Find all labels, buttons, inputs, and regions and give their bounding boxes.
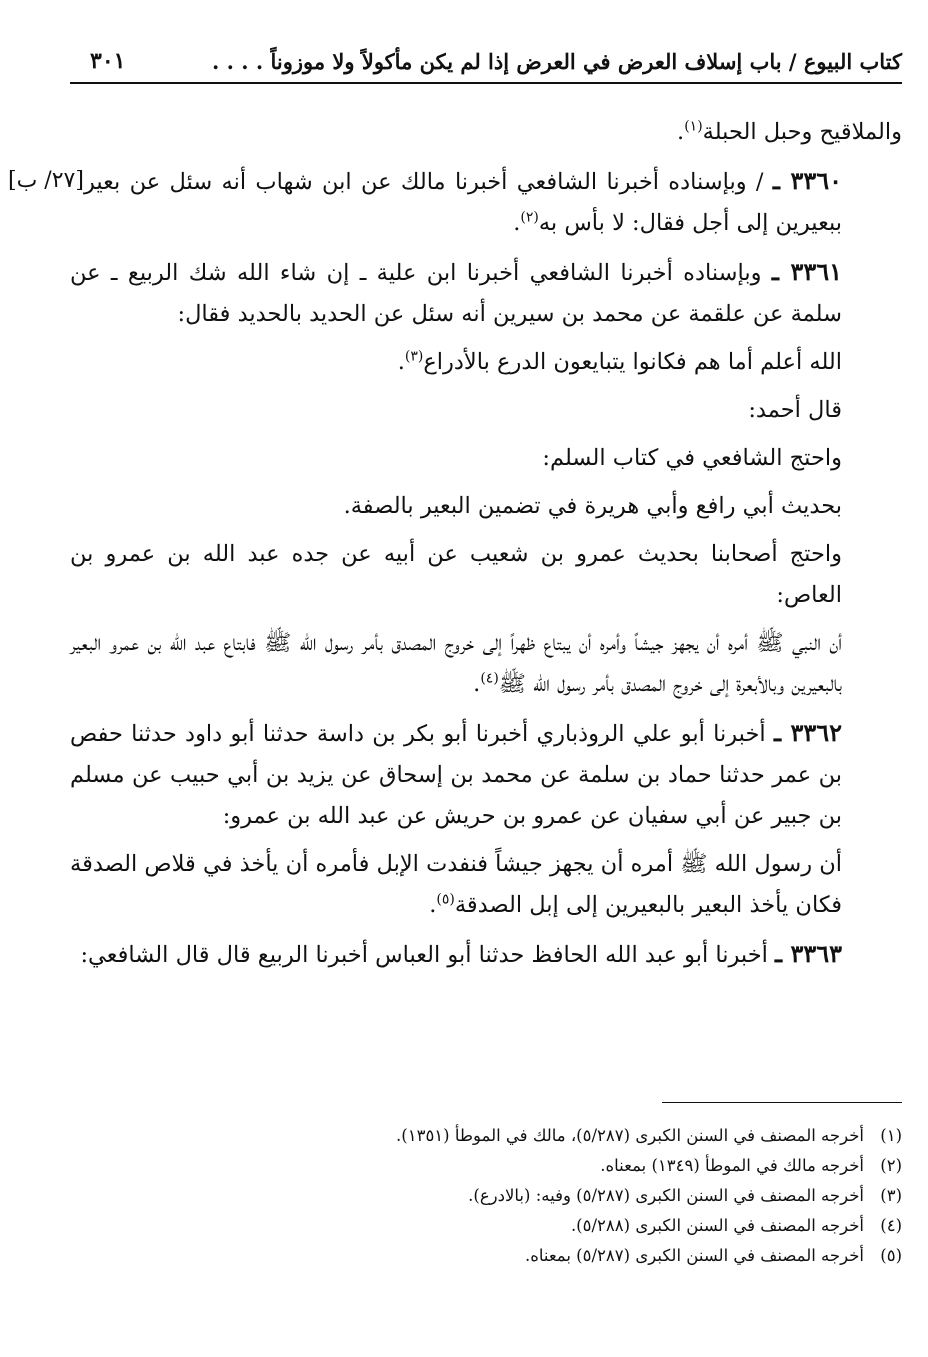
page-header (70, 40, 902, 84)
paragraph-11: أن رسول الله ﷺ أمره أن يجهز جيشاً فنفدت الإبل فأمره أن يأخذ في قلاص الصدقة فكان يأخذ البعير بالبعيرين إلى إبل الصدقة$^{(٥)}$. (70, 851, 842, 918)
footnote-ref-1[interactable]: (١) (684, 118, 703, 135)
paragraph-6: واحتج الشافعي في كتاب السلم: (542, 445, 842, 471)
footnote-ref-2[interactable]: (٢) (520, 209, 539, 226)
paragraph-5: قال أحمد: (748, 397, 842, 423)
footnote-divider (662, 1102, 902, 1103)
paragraph-4: الله أعلم أما هم فكانوا يتبايعون الدرع بالأدراع$^{(٣)}$. (397, 348, 842, 375)
hadith-3361: ٣٣٦١ ـ وبإسناده أخبرنا الشافعي أخبرنا ابن علية ـ إن شاء الله شك الربيع ـ عن سلمة عن علقمة عن محمد بن سيرين أنه سئل عن الحديد بالحديد فقال: (70, 257, 843, 327)
hadith-3363: ٣٣٦٣ ـ أخبرنا أبو عبد الله الحافظ حدثنا أبو العباس أخبرنا الربيع قال قال الشافعي: (80, 939, 842, 968)
hadith-number-3362: ٣٣٦٢ ـ (773, 718, 843, 747)
book-page (8, 30, 902, 1330)
footnote-ref-4[interactable]: (٤) (480, 670, 499, 687)
hadith-number-3360: ٣٣٦٠ ـ (772, 166, 842, 195)
paragraph-8: واحتج أصحابنا بحديث عمرو بن شعيب عن أبيه عن جده عبد الله بن عمرو بن العاص: (70, 541, 842, 608)
paragraph-1: والملاقيح وحبل الحبلة$^{(١)}$. (677, 118, 902, 145)
manuscript-folio-marker: [٢٧/ ب] (8, 168, 84, 193)
footnote-ref-5[interactable]: (٥) (436, 891, 455, 908)
footnote-ref-3[interactable]: (٣) (404, 348, 424, 365)
hadith-3362: ٣٣٦٢ ـ أخبرنا أبو علي الروذباري أخبرنا أبو بكر بن داسة حدثنا أبو داود حدثنا حفص بن عمر حدثنا حماد بن سلمة عن محمد بن إسحاق عن يزيد بن أبي حبيب عن مسلم بن جبير عن أبي سفيان عن عمرو بن حريش عن عبد الله بن عمرو: (70, 718, 843, 829)
footnote-4: (٤) أخرجه المصنف في السنن الكبرى (٥/٢٨٨). (570, 1216, 902, 1235)
footnote-5: (٥) أخرجه المصنف في السنن الكبرى (٥/٢٨٧) بمعناه. (524, 1246, 902, 1265)
running-title: كتاب البيوع / باب إسلاف العرض في العرض إذا لم يكن مأكولاً ولا موزوناً . . . . (212, 49, 902, 74)
footnotes-section (70, 1102, 902, 1271)
page-number: ٣٠١ (90, 48, 126, 74)
hadith-number-3363: ٣٣٦٣ ـ (775, 939, 842, 968)
hadith-number-3361: ٣٣٦١ ـ (771, 257, 843, 286)
hadith-3360: [٢٧/ ب] ٣٣٦٠ ـ / وبإسناده أخبرنا الشافعي أخبرنا مالك عن ابن شهاب أنه سئل عن بعير ببعيرين إلى أجل فقال: لا بأس به$^{(٢)}$. (70, 160, 902, 244)
paragraph-7: بحديث أبي رافع وأبي هريرة في تضمين البعير بالصفة. (343, 493, 842, 519)
footnote-1: (١) أخرجه المصنف في السنن الكبرى (٥/٢٨٧)، مالك في الموطأ (١٣٥١). (396, 1126, 902, 1145)
footnote-2: (٢) أخرجه مالك في الموطأ (١٣٤٩) بمعناه. (600, 1156, 902, 1175)
footnote-3: (٣) أخرجه المصنف في السنن الكبرى (٥/٢٨٧) وفيه: (بالادرع). (468, 1186, 902, 1205)
main-text (8, 112, 902, 983)
paragraph-9: أن النبي ﷺ أمره أن يجهز جيشاً وأمره أن يبتاع ظهراً إلى خروج المصدق بأمر رسول الله ﷺ فابتاع عبد الله بن عمرو البعير بالبعيرين وبالأبعرة إلى خروج المصدق بأمر رسول الله ﷺ$^{(٤)}$. (70, 630, 842, 697)
